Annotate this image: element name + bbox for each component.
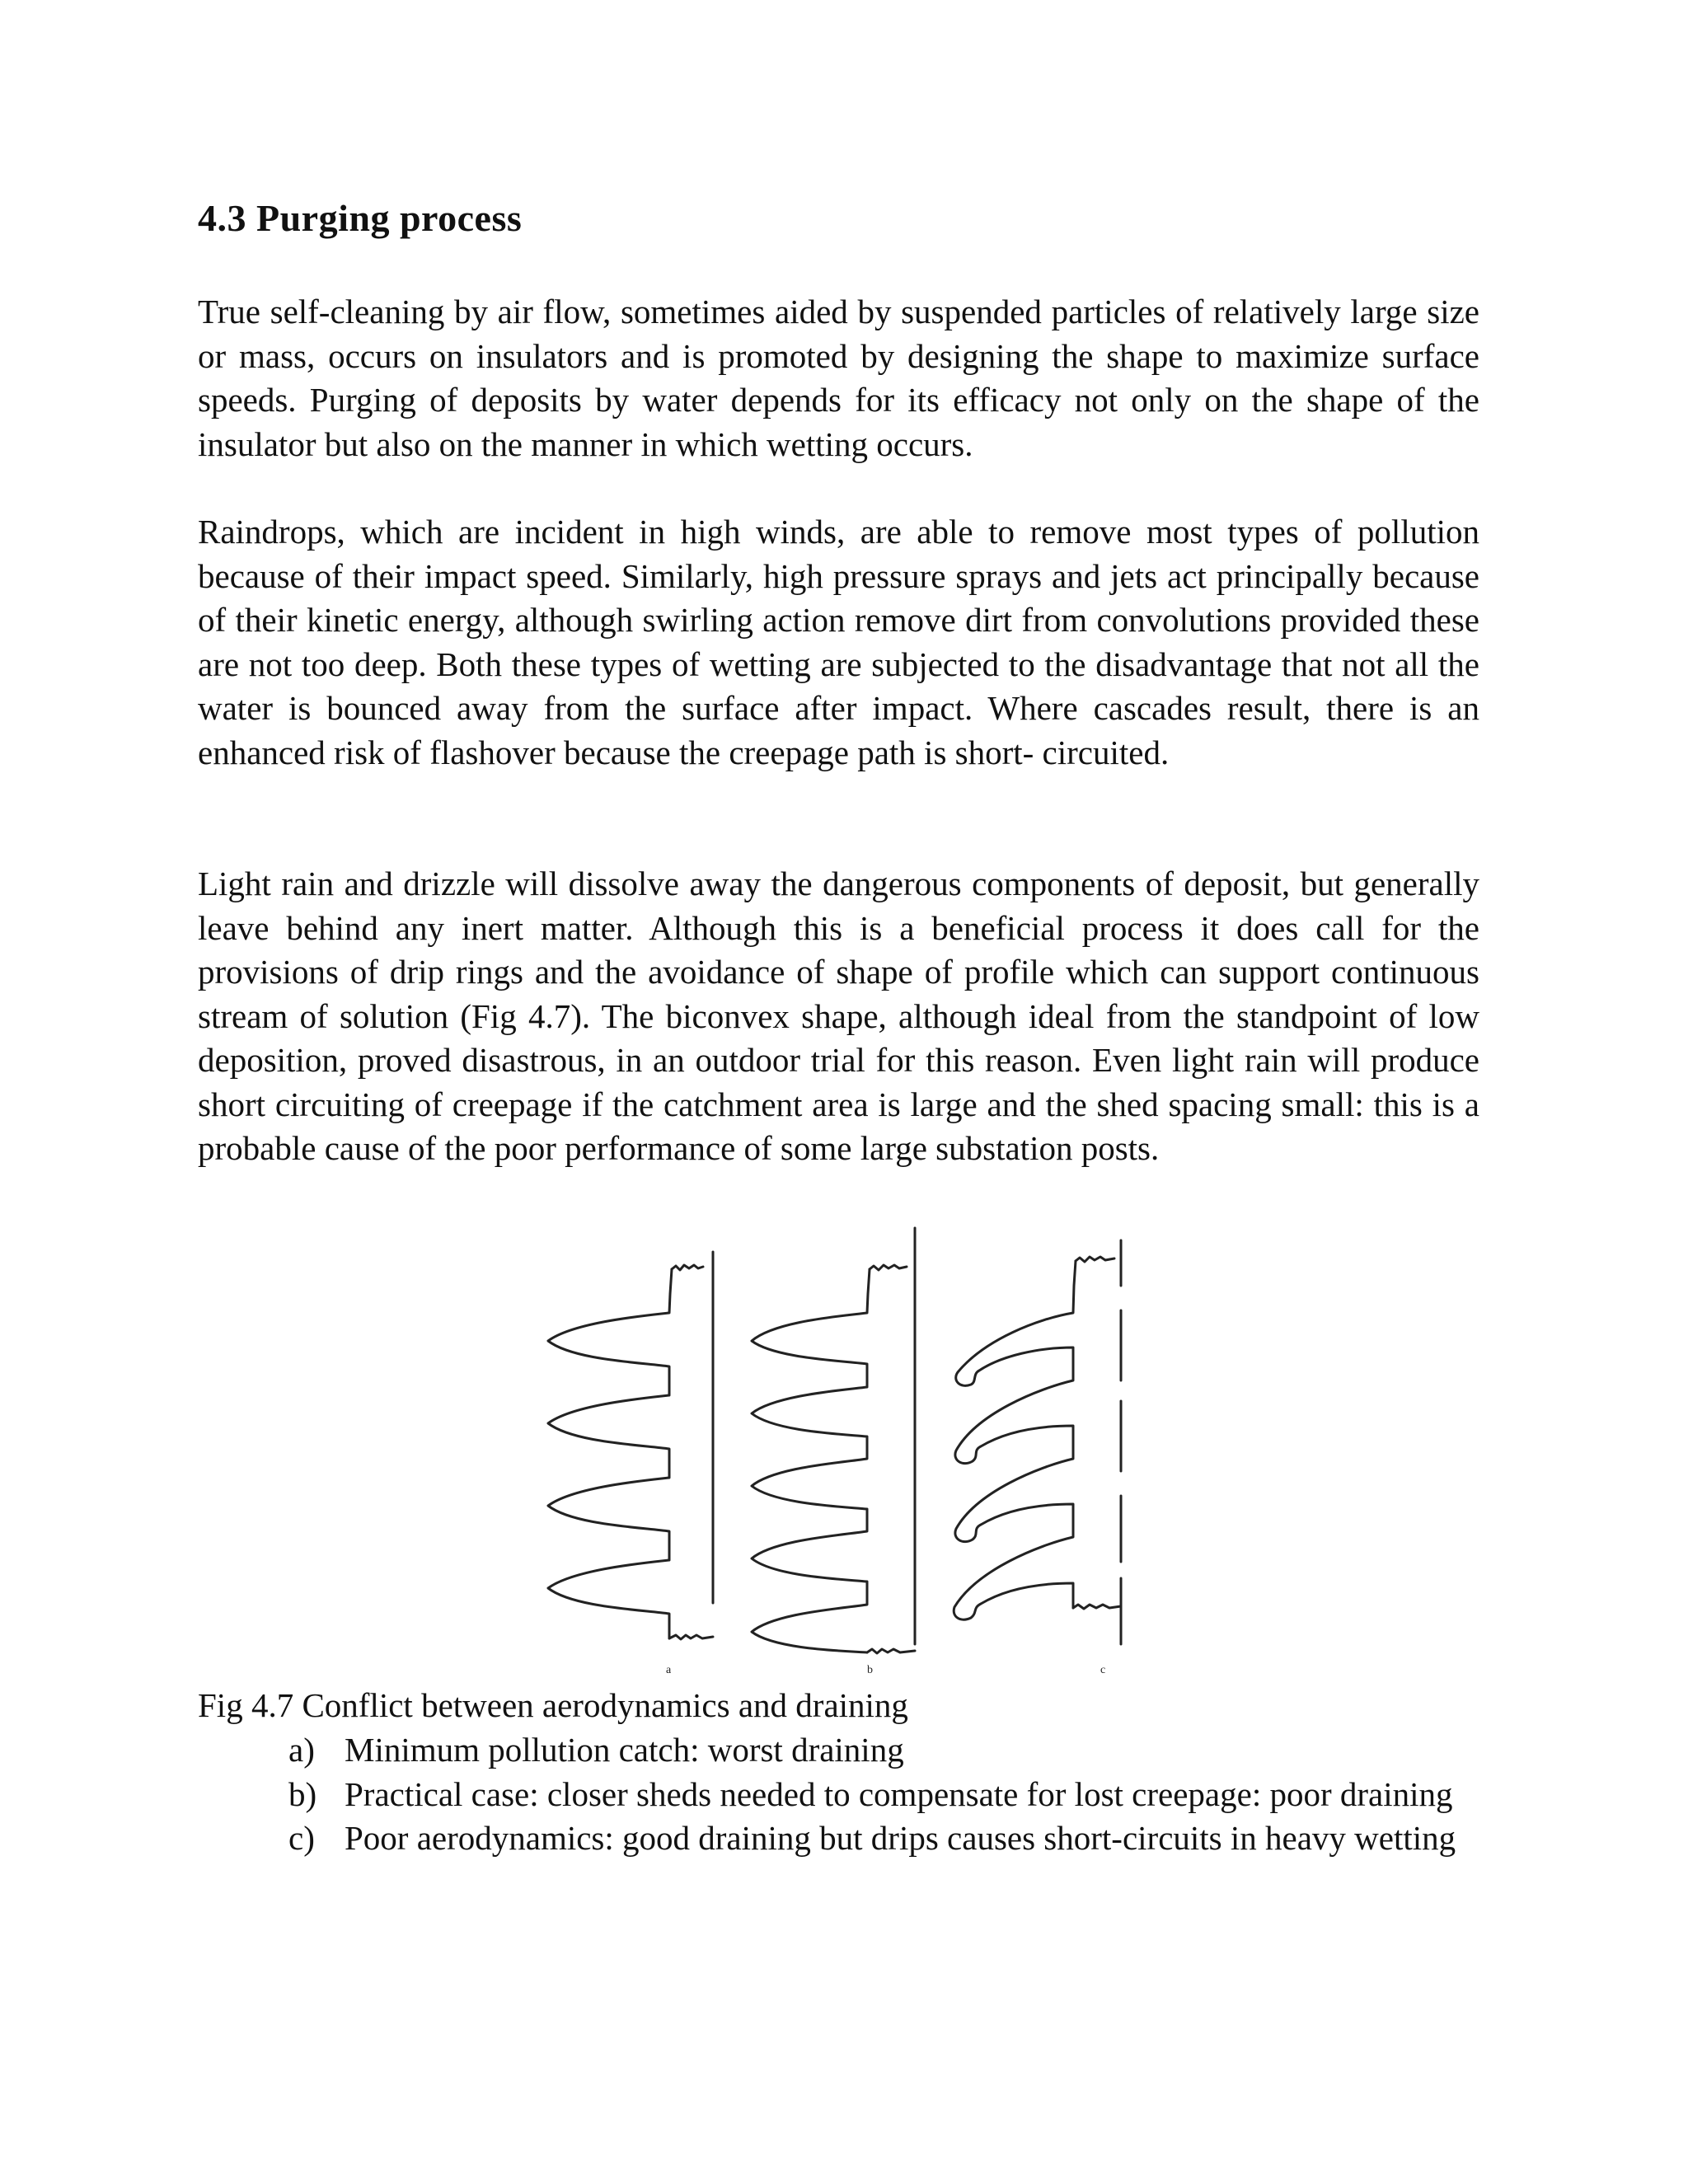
- caption-item-letter: c): [288, 1819, 315, 1857]
- caption-item-b: [288, 1773, 1479, 1817]
- caption-item-text: Minimum pollution catch: worst draining: [345, 1731, 904, 1769]
- caption-item-letter: b): [288, 1774, 317, 1813]
- insulator-profiles-figure: [528, 1216, 1154, 1677]
- figure-caption: Fig 4.7 Conflict between aerodynamics and draining: [198, 1686, 908, 1724]
- panel-label-a: a: [666, 1664, 672, 1676]
- profile-a: [548, 1252, 713, 1639]
- caption-item-a: [288, 1728, 1479, 1773]
- paragraph-raindrops: Raindrops, which are incident in high winds, are able to remove most types of pollution because of their impact speed. Similarly, high pressure sprays and jets act principally because of their kinetic energy, although swirling action remove dirt from convolutions provided these are not too deep. Both these types of wetting are subjected to the disadvantage that not all the water is bounced away from the surface after impact. Where cascades result, there is an enhanced risk of flashover because the creepage path is short- circuited.: [198, 513, 1479, 771]
- caption-list: [288, 1728, 1479, 1861]
- insulator-profiles-drawing: [528, 1216, 1154, 1677]
- panel-label-c: c: [1100, 1664, 1106, 1676]
- profile-b: [752, 1228, 915, 1653]
- paragraph-light-rain: Light rain and drizzle will dissolve away the dangerous components of deposit, but generally leave behind any inert matter. Although this is a beneficial process it does call for the provisions of drip rings and the avoidance of shape of profile which can support continuous stream of solution (Fig 4.7). The biconvex shape, although ideal from the standpoint of low deposition, proved disastrous, in an outdoor trial for this reason. Even light rain will produce short circuiting of creepage if the catchment area is large and the shed spacing small: this is a probable cause of the poor performance of some large substation posts.: [198, 865, 1479, 1167]
- section-heading: 4.3 Purging process: [198, 197, 523, 239]
- paragraph-self-cleaning: True self-cleaning by air flow, sometimes aided by suspended particles of relatively large size or mass, occurs on insulators and is promoted by designing the shape to maximize surface speeds. Purging of deposits by water depends for its efficacy not only on the shape of the insulator but also on the manner in which wetting occurs.: [198, 293, 1479, 463]
- panel-label-b: b: [867, 1664, 873, 1676]
- caption-item-text: Practical case: closer sheds needed to compensate for lost creepage: poor draining: [345, 1774, 1453, 1813]
- caption-item-letter: a): [288, 1731, 315, 1769]
- caption-item-text: Poor aerodynamics: good draining but drips causes short-circuits in heavy wetting: [345, 1819, 1456, 1857]
- profile-c: [954, 1240, 1121, 1644]
- caption-item-c: [288, 1816, 1479, 1861]
